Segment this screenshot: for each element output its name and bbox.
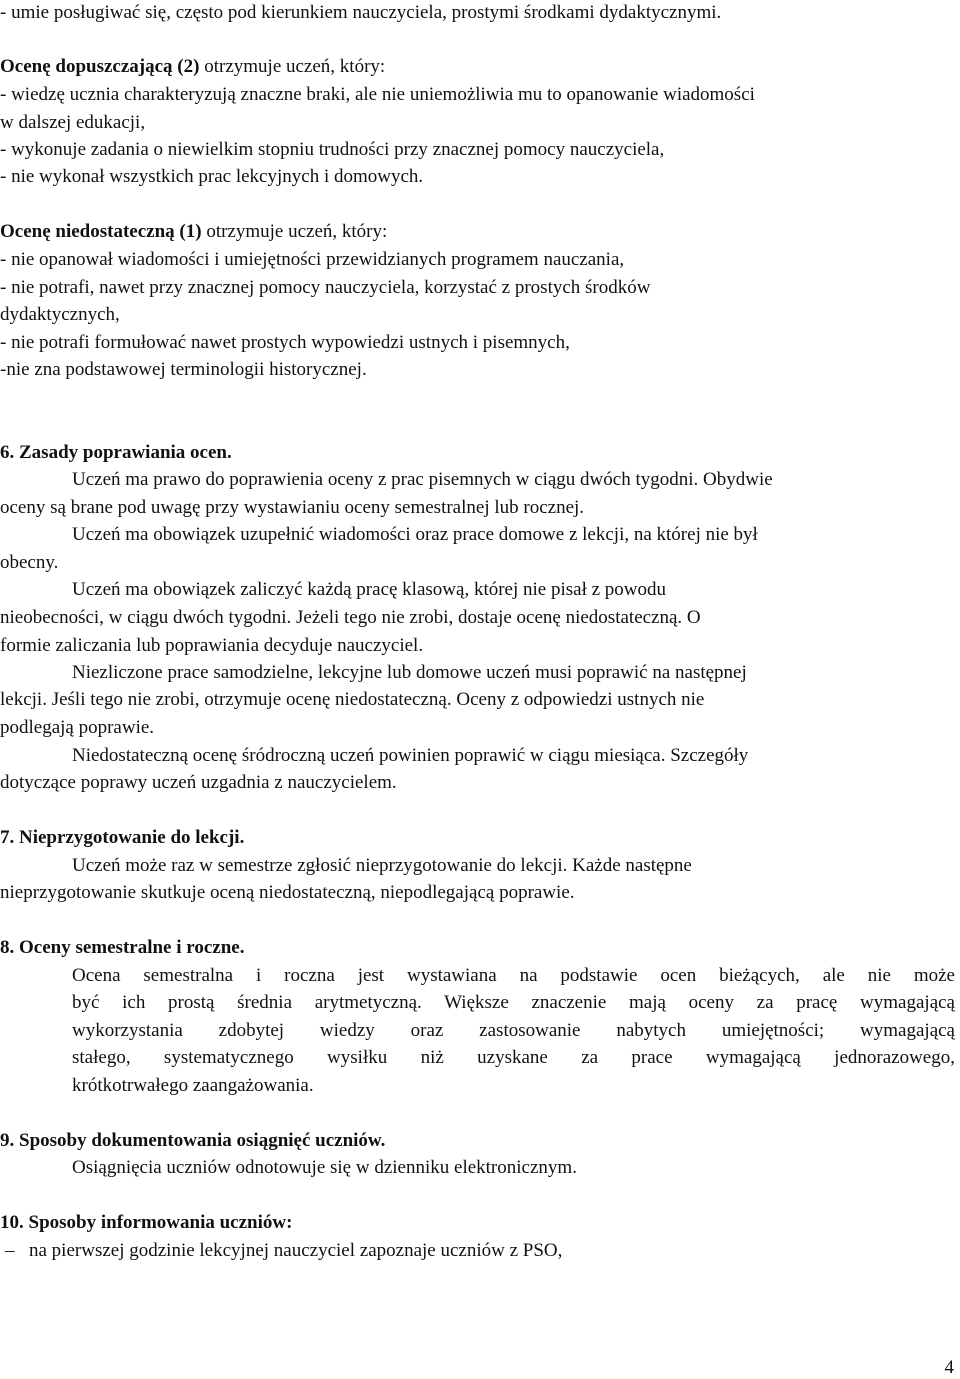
grade1-item: dydaktycznych,: [0, 304, 120, 325]
section6-line: Niezliczone prace samodzielne, lekcyjne lub domowe uczeń musi poprawić na następnej: [72, 662, 747, 683]
section8-line: wykorzystania zdobytej wiedzy oraz zastosowanie nabytych umiejętności; wymagającą: [72, 1020, 955, 1041]
page-number: 4: [944, 1357, 954, 1378]
section8-line: być ich prostą średnia arytmetyczną. Większe znaczenie mają oceny za pracę wymagającą: [72, 992, 955, 1013]
section8-heading: 8. Oceny semestralne i roczne.: [0, 937, 245, 958]
section6-line: Niedostateczną ocenę śródroczną uczeń powinien poprawić w ciągu miesiąca. Szczegóły: [72, 745, 749, 766]
section8-line: stałego, systematycznego wysiłku niż uzyskane za prace wymagającą jednorazowego,: [72, 1047, 955, 1068]
grade1-item: -nie zna podstawowej terminologii historycznej.: [0, 359, 367, 380]
section9-heading: 9. Sposoby dokumentowania osiągnięć uczniów.: [0, 1130, 386, 1151]
section7-heading: 7. Nieprzygotowanie do lekcji.: [0, 827, 245, 848]
section10-heading: 10. Sposoby informowania uczniów:: [0, 1212, 293, 1233]
section6-line: Uczeń ma prawo do poprawienia oceny z prac pisemnych w ciągu dwóch tygodni. Obydwie: [72, 469, 773, 490]
section8-line: krótkotrwałego zaangażowania.: [72, 1075, 314, 1096]
section9-line: Osiągnięcia uczniów odnotowuje się w dzienniku elektronicznym.: [72, 1157, 577, 1178]
section6-line: obecny.: [0, 552, 59, 573]
section7-line: Uczeń może raz w semestrze zgłosić nieprzygotowanie do lekcji. Każde następne: [72, 855, 692, 876]
section6-heading: 6. Zasady poprawiania ocen.: [0, 442, 232, 463]
grade2-heading-bold: Ocenę dopuszczającą (2): [0, 56, 200, 77]
section6-line: Uczeń ma obowiązek uzupełnić wiadomości oraz prace domowe z lekcji, na której nie był: [72, 524, 758, 545]
section6-line: podlegają poprawie.: [0, 717, 155, 738]
grade1-heading-bold: Ocenę niedostateczną (1): [0, 221, 202, 242]
grade2-heading: [0, 56, 385, 78]
section6-line: dotyczące poprawy uczeń uzgadnia z nauczycielem.: [0, 772, 397, 793]
section8-line: Ocena semestralna i roczna jest wystawiana na podstawie ocen bieżących, ale nie może: [72, 965, 955, 986]
section7-line: nieprzygotowanie skutkuje oceną niedostateczną, niepodlegającą poprawie.: [0, 882, 575, 903]
section6-line: nieobecności, w ciągu dwóch tygodni. Jeżeli tego nie zrobi, dostaje ocenę niedostateczną. O: [0, 607, 701, 628]
section6-line: formie zaliczania lub poprawiania decyduje nauczyciel.: [0, 635, 424, 656]
grade1-item: - nie potrafi formułować nawet prostych wypowiedzi ustnych i pisemnych,: [0, 332, 570, 353]
section6-line: Uczeń ma obowiązek zaliczyć każdą pracę klasową, której nie pisał z powodu: [72, 579, 667, 600]
section10-bullet-marker: –: [5, 1240, 15, 1261]
grade2-item: w dalszej edukacji,: [0, 112, 146, 133]
section6-line: lekcji. Jeśli tego nie zrobi, otrzymuje ocenę niedostateczną. Oceny z odpowiedzi ustnych nie: [0, 689, 705, 710]
grade2-item: - nie wykonał wszystkich prac lekcyjnych i domowych.: [0, 166, 424, 187]
grade2-heading-rest: otrzymuje uczeń, który:: [199, 56, 386, 77]
section6-line: oceny są brane pod uwagę przy wystawianiu oceny semestralnej lub rocznej.: [0, 497, 585, 518]
grade1-item: - nie potrafi, nawet przy znacznej pomocy nauczyciela, korzystać z prostych środków: [0, 277, 651, 298]
grade2-item: - wykonuje zadania o niewielkim stopniu trudności przy znacznej pomocy nauczyciela,: [0, 139, 665, 160]
intro-line: - umie posługiwać się, często pod kierunkiem nauczyciela, prostymi środkami dydaktycznymi.: [0, 2, 722, 23]
grade1-item: - nie opanował wiadomości i umiejętności przewidzianych programem nauczania,: [0, 249, 625, 270]
grade2-item: - wiedzę ucznia charakteryzują znaczne braki, ale nie uniemożliwia mu to opanowanie wiadomości: [0, 84, 755, 105]
section10-bullet: na pierwszej godzinie lekcyjnej nauczyciel zapoznaje uczniów z PSO,: [29, 1240, 563, 1261]
grade1-heading-rest: otrzymuje uczeń, który:: [201, 221, 388, 242]
grade1-heading: [0, 221, 387, 243]
